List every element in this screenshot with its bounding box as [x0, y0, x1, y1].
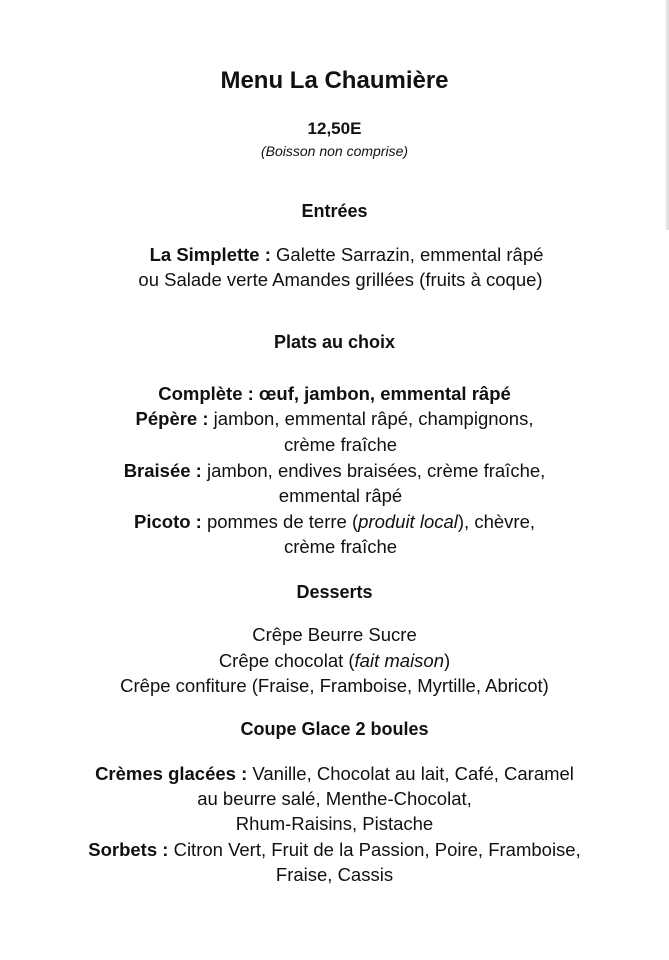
- dessert-item-1: Crêpe Beurre Sucre: [252, 624, 417, 645]
- dessert-item-2: [0, 648, 669, 673]
- plat-braisee-cont: emmental râpé: [278, 485, 403, 506]
- coupe-cremes-name: Crèmes glacées :: [95, 763, 248, 784]
- dessert-item-2-a: Crêpe chocolat (: [218, 650, 355, 671]
- coupe-cremes-desc: Vanille, Chocolat au lait, Café, Caramel: [247, 763, 574, 784]
- plat-braisee-name: Braisée :: [123, 460, 202, 481]
- section-heading-entrees: Entrées: [301, 201, 368, 221]
- plat-pepere-desc: jambon, emmental râpé, champignons,: [208, 408, 534, 429]
- plat-pepere-name: Pépère :: [135, 408, 209, 429]
- section-heading-coupe: Coupe Glace 2 boules: [240, 719, 429, 739]
- menu-title: Menu La Chaumière: [220, 67, 449, 94]
- coupe-sorbets-cont: Fraise, Cassis: [275, 864, 394, 885]
- coupe-cremes-cont-1: au beurre salé, Menthe-Chocolat,: [197, 788, 472, 809]
- price-note: (Boisson non comprise): [260, 143, 409, 159]
- menu-price: 12,50E: [307, 119, 362, 138]
- coupe-cremes: [0, 761, 669, 786]
- section-heading-plats: Plats au choix: [273, 332, 396, 352]
- entree-item-desc: Galette Sarrazin, emmental râpé: [270, 244, 544, 265]
- plat-braisee: [0, 458, 669, 483]
- coupe-cremes-cont-2: Rhum-Raisins, Pistache: [235, 813, 434, 834]
- dessert-item-3: Crêpe confiture (Fraise, Framboise, Myrtille, Abricot): [120, 675, 549, 696]
- plat-picoto-name: Picoto :: [134, 511, 202, 532]
- plat-picoto-desc-italic: produit local: [358, 511, 458, 532]
- plat-picoto: [0, 509, 669, 534]
- dessert-item-2-b: ): [444, 650, 451, 671]
- plat-picoto-desc-b: ), chèvre,: [457, 511, 535, 532]
- section-heading-desserts: Desserts: [296, 582, 373, 602]
- plat-braisee-desc: jambon, endives braisées, crème fraîche,: [201, 460, 546, 481]
- plat-picoto-desc-a: pommes de terre (: [201, 511, 359, 532]
- entree-item-alt: ou Salade verte Amandes grillées (fruits à coque): [138, 269, 543, 290]
- coupe-sorbets-desc: Citron Vert, Fruit de la Passion, Poire, Framboise,: [168, 839, 581, 860]
- coupe-sorbets-name: Sorbets :: [88, 839, 169, 860]
- plat-pepere: [0, 406, 669, 431]
- plat-picoto-cont: crème fraîche: [283, 536, 398, 557]
- plat-complete: Complète : œuf, jambon, emmental râpé: [158, 383, 511, 404]
- entree-item-name: La Simplette :: [149, 244, 271, 265]
- plat-pepere-cont: crème fraîche: [283, 434, 398, 455]
- entree-item: [0, 242, 669, 267]
- coupe-sorbets: [0, 837, 669, 862]
- dessert-item-2-italic: fait maison: [354, 650, 445, 671]
